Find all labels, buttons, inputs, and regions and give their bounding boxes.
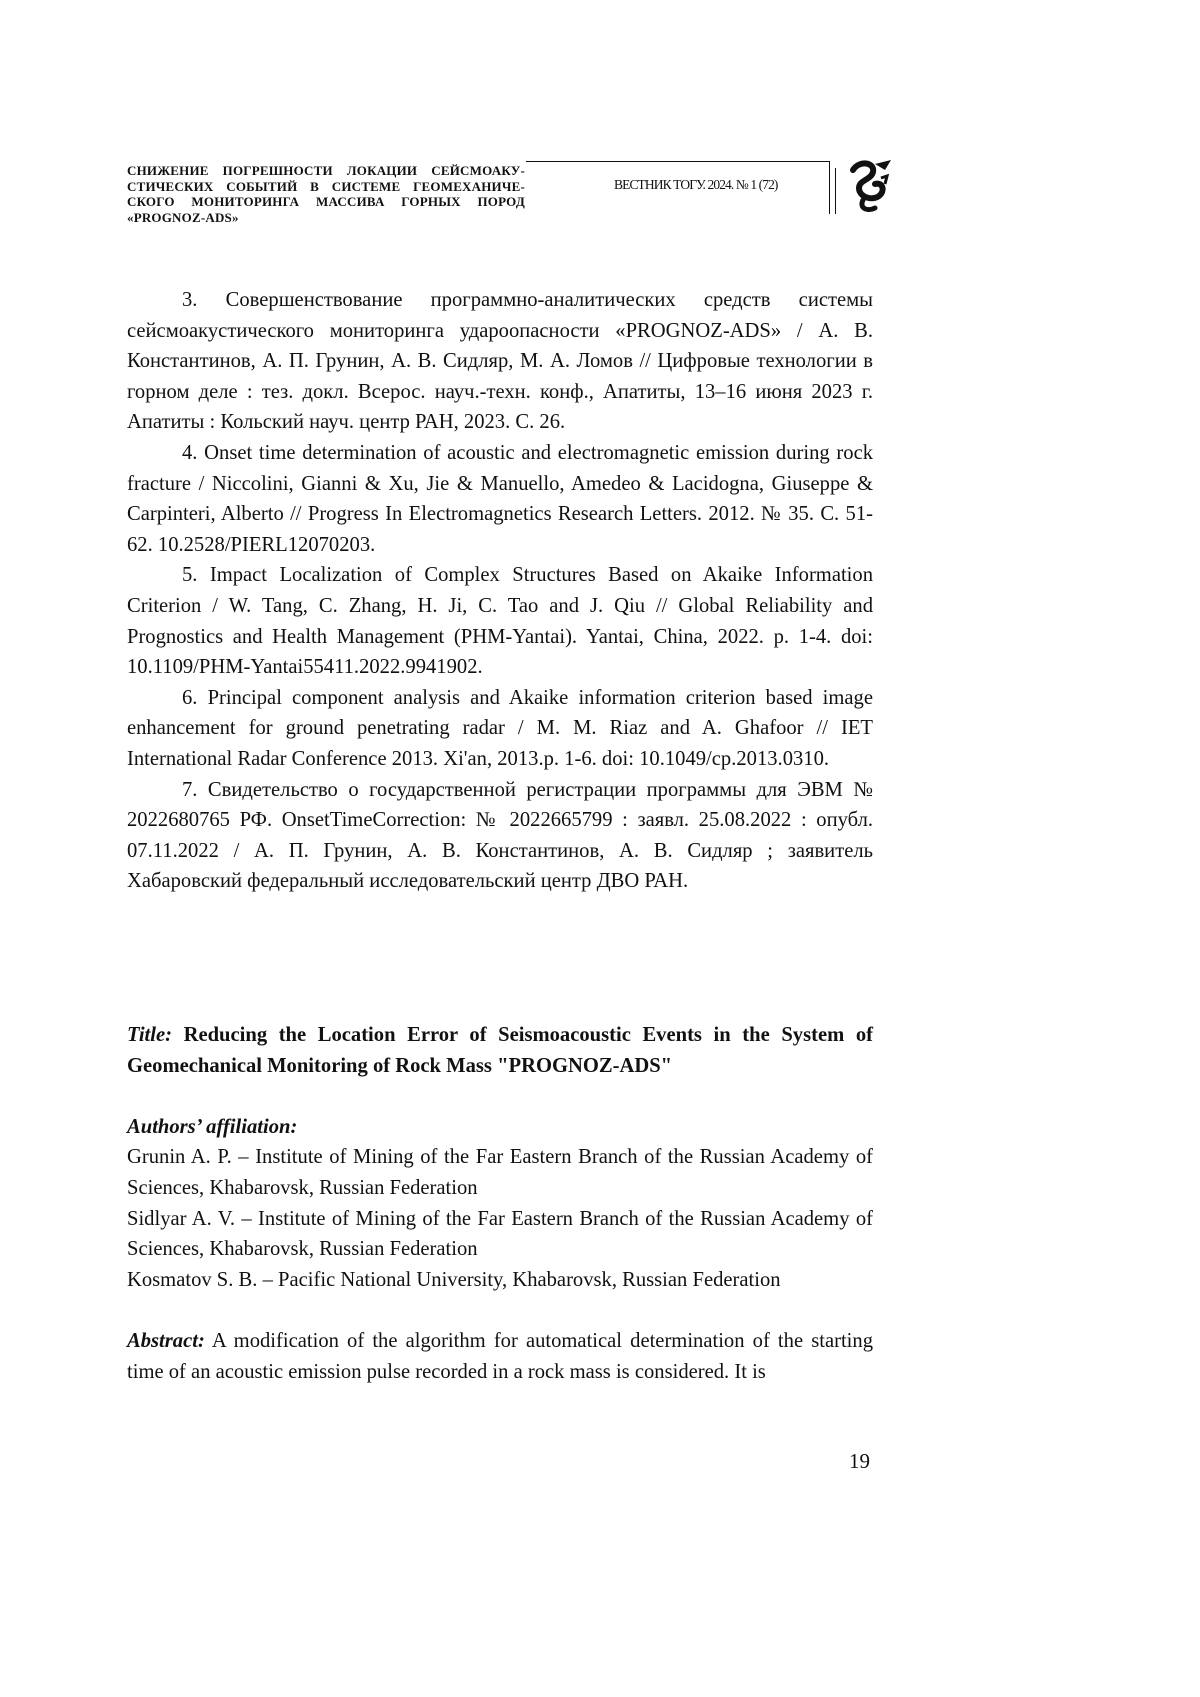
journal-reference: ВЕСТНИК ТОГУ. 2024. № 1 (72) [614,177,778,192]
page-number: 19 [849,1449,870,1473]
affiliation-item: Kosmatov S. B. – Pacific National University, Khabarovsk, Russian Federation [127,1268,781,1291]
title-label: Title: [127,1024,172,1046]
reference-item: 6. Principal component analysis and Akaike information criterion based image enhancement for ground penetrating radar / M. M. Riaz and A. Ghafoor // IET International Radar Conference 2013. Xi'an, 2013.p. 1-6. doi: 10.1049/cp.2013.0310. [127,686,873,770]
abstract-label: Abstract: [127,1329,205,1352]
title-text: Reducing the Location Error of Seismoacoustic Events in the System of Geomechanical Monitoring of Rock Mass "PROGNOZ-ADS" [127,1024,873,1077]
header-rule [526,161,829,162]
reference-item: 4. Onset time determination of acoustic and electromagnetic emission during rock fracture / Niccolini, Gianni & Xu, Jie & Manuello, Amedeo & Lacidogna, Giuseppe & Carpinteri, Alberto // Progress In Electromagnetics Research Letters. 2012. № 35. С. 51-62. 10.2528/PIERL12070203. [127,441,873,556]
journal-logo-icon [845,158,895,214]
header-rule-vertical-inner [835,168,836,214]
english-metadata [127,1020,873,1387]
references-list [127,285,873,897]
english-title [127,1020,873,1081]
header-rule-vertical [829,161,830,214]
running-title: СНИЖЕНИЕ ПОГРЕШНОСТИ ЛОКАЦИИ СЕЙСМОАКУ-СТИЧЕСКИХ СОБЫТИЙ В СИСТЕМЕ ГЕОМЕХАНИЧЕ-СКОГО МОНИТОРИНГА МАССИВА ГОРНЫХ ПОРОД «PROGNOZ-ADS» [127,163,525,225]
affiliation-item: Sidlyar A. V. – Institute of Mining of the Far Eastern Branch of the Russian Academy of Sciences, Khabarovsk, Russian Federation [127,1207,873,1261]
reference-item: 5. Impact Localization of Complex Structures Based on Akaike Information Criterion / W. Tang, C. Zhang, H. Ji, C. Tao and J. Qiu // Global Reliability and Prognostics and Health Management (PHM-Yantai). Yantai, China, 2022. p. 1-4. doi: 10.1109/PHM-Yantai55411.2022.9941902. [127,564,873,679]
affiliation-item: Grunin A. P. – Institute of Mining of the Far Eastern Branch of the Russian Academy of Sciences, Khabarovsk, Russian Federation [127,1146,873,1199]
reference-item: 7. Свидетельство о государственной регистрации программы для ЭВМ № 2022680765 РФ. OnsetTimeCorrection: № 2022665799 : заявл. 25.08.2022 : опубл. 07.11.2022 / А. П. Грунин, А. В. Константинов, А. В. Сидляр ; заявитель Хабаровский федеральный исследовательский центр ДВО РАН. [127,778,873,893]
affiliation-label: Authors’ affiliation: [127,1115,298,1138]
abstract-text: A modification of the algorithm for automatical determination of the starting time of an acoustic emission pulse recorded in a rock mass is considered. It is [127,1329,873,1383]
reference-item: 3. Совершенствование программно-аналитических средств системы сейсмоакустического мониторинга удароопасности «PROGNOZ-ADS» / А. В. Константинов, А. П. Грунин, А. В. Сидляр, М. А. Ломов // Цифровые технологии в горном деле : тез. докл. Всерос. науч.-техн. конф., Апатиты, 13–16 июня 2023 г. Апатиты : Кольский науч. центр РАН, 2023. С. 26. [127,289,873,434]
abstract [127,1326,873,1387]
